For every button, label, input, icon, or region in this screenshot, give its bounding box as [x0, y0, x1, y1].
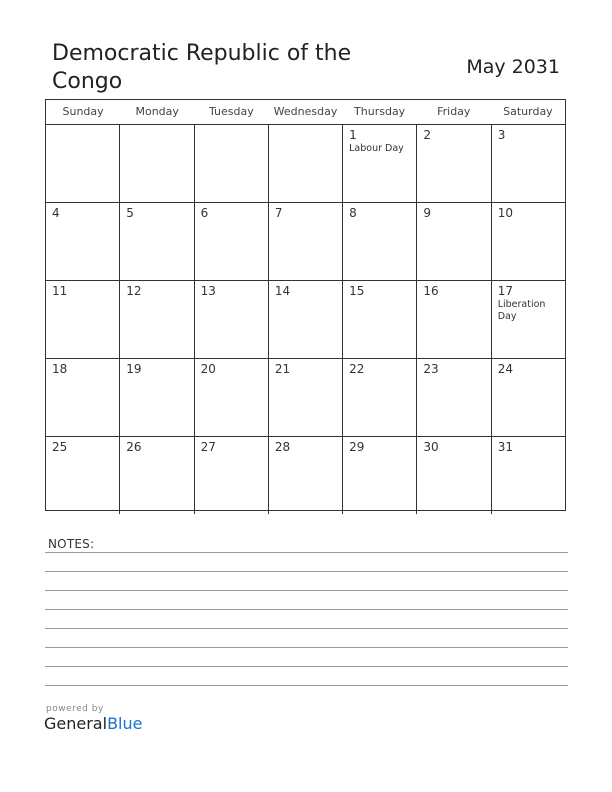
day-cell	[492, 125, 565, 202]
note-line	[45, 552, 568, 553]
day-cell	[343, 359, 417, 436]
brand-blue-text: Blue	[107, 714, 143, 733]
day-cell	[120, 281, 194, 358]
weeks-container	[46, 125, 565, 514]
day-cell	[195, 281, 269, 358]
day-cell	[195, 203, 269, 280]
day-cell	[269, 437, 343, 514]
week-row	[46, 359, 565, 437]
day-cell	[417, 437, 491, 514]
day-number: 14	[274, 284, 291, 298]
note-line	[45, 647, 568, 648]
day-cell	[46, 359, 120, 436]
day-cell	[343, 203, 417, 280]
day-cell	[269, 125, 343, 202]
day-number: 16	[423, 284, 439, 298]
day-cell	[120, 437, 194, 514]
day-number: 12	[126, 284, 142, 298]
day-cell	[269, 203, 343, 280]
holiday-label: Liberation Day	[497, 299, 546, 322]
brand-general-text: General	[44, 714, 108, 733]
weekday-monday: Monday	[135, 105, 179, 118]
note-line	[45, 590, 568, 591]
day-cell	[120, 203, 194, 280]
day-number: 1	[349, 128, 357, 142]
weekday-saturday: Saturday	[503, 105, 553, 118]
day-cell	[46, 437, 120, 514]
day-number: 6	[200, 206, 209, 220]
week-row	[46, 437, 565, 514]
note-line	[45, 571, 568, 572]
notes-label: NOTES:	[48, 537, 95, 551]
weekday-wednesday: Wednesday	[273, 105, 338, 118]
day-cell	[492, 203, 565, 280]
week-row	[46, 281, 565, 359]
weekday-header-row	[46, 100, 565, 125]
day-number: 22	[349, 362, 365, 376]
weekday-thursday: Thursday	[354, 105, 406, 118]
day-number: 5	[126, 206, 134, 220]
day-cell	[492, 359, 565, 436]
day-cell	[343, 281, 417, 358]
day-number: 27	[200, 440, 216, 454]
weekday-friday: Friday	[437, 105, 471, 118]
day-cell	[492, 437, 565, 514]
powered-by-text: powered by	[46, 704, 104, 714]
day-number: 15	[349, 284, 365, 298]
day-cell	[195, 359, 269, 436]
day-cell	[195, 437, 269, 514]
day-cell	[343, 437, 417, 514]
day-number: 26	[126, 440, 142, 454]
day-cell	[417, 359, 491, 436]
day-number: 13	[200, 284, 216, 298]
day-number: 10	[497, 206, 513, 220]
day-cell	[417, 281, 491, 358]
day-number: 31	[497, 440, 513, 454]
day-cell	[46, 203, 120, 280]
day-cell	[492, 281, 565, 358]
note-line	[45, 609, 568, 610]
day-number: 11	[52, 284, 68, 298]
day-cell	[120, 359, 194, 436]
day-cell	[120, 125, 194, 202]
day-number: 18	[52, 362, 68, 376]
note-line	[45, 685, 568, 686]
brand-logo	[44, 704, 142, 734]
day-number: 25	[52, 440, 68, 454]
month-calendar-grid	[45, 99, 566, 511]
day-number: 19	[126, 362, 142, 376]
week-row	[46, 203, 565, 281]
day-number: 24	[497, 362, 513, 376]
day-number: 30	[423, 440, 439, 454]
day-number: 9	[423, 206, 432, 220]
day-number: 21	[274, 362, 291, 376]
weekday-sunday: Sunday	[62, 105, 104, 118]
day-number: 2	[423, 128, 432, 142]
day-number: 29	[349, 440, 365, 454]
day-cell	[417, 203, 491, 280]
note-line	[45, 666, 568, 667]
month-label: May 2031	[466, 56, 560, 78]
day-cell	[269, 359, 343, 436]
calendar-title: Democratic Republic of the Congo	[52, 41, 352, 94]
holiday-label: Labour Day	[349, 143, 404, 154]
day-cell	[269, 281, 343, 358]
weekday-tuesday: Tuesday	[208, 105, 254, 118]
day-number: 20	[200, 362, 216, 376]
day-number: 7	[274, 206, 283, 220]
day-cell	[46, 125, 120, 202]
day-cell	[417, 125, 491, 202]
day-number: 4	[52, 206, 60, 220]
note-line	[45, 628, 568, 629]
day-cell	[195, 125, 269, 202]
day-number: 28	[274, 440, 291, 454]
brand-name	[44, 714, 142, 734]
day-number: 3	[497, 128, 506, 142]
day-cell	[46, 281, 120, 358]
day-number: 17	[497, 284, 513, 298]
day-number: 8	[349, 206, 357, 220]
week-row	[46, 125, 565, 203]
day-cell	[343, 125, 417, 202]
day-number: 23	[423, 362, 439, 376]
